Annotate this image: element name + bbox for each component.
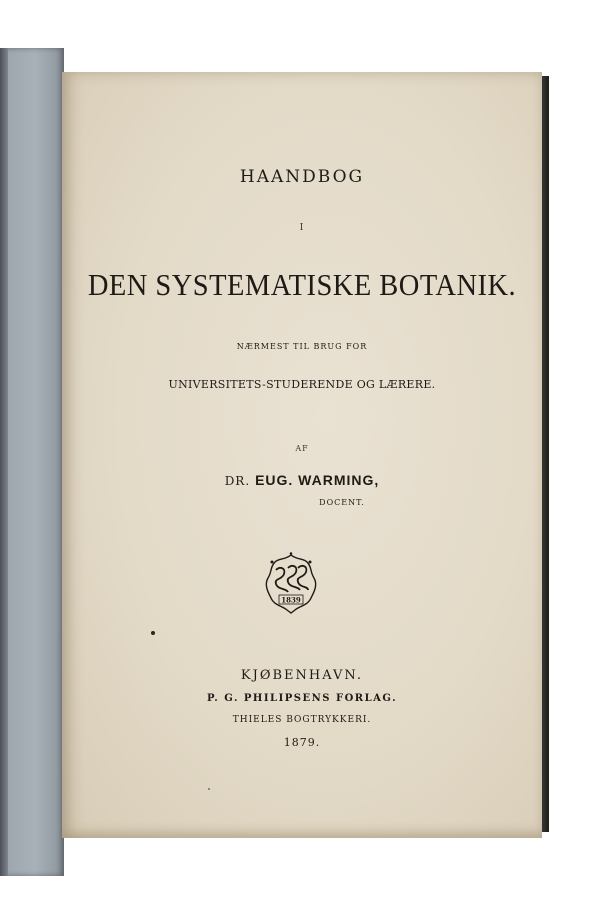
- subtitle-1: NÆRMEST TIL BRUG FOR: [236, 342, 368, 351]
- book-edge-right: [541, 76, 549, 832]
- printer: THIELES BOGTRYKKERI.: [232, 715, 372, 725]
- title-conjunction: I: [299, 223, 305, 233]
- ink-spot: [151, 631, 155, 635]
- ink-spot: [208, 788, 210, 790]
- by-label: AF: [295, 444, 309, 453]
- author-position: DOCENT.: [319, 498, 365, 507]
- subtitle-2: UNIVERSITETS-STUDERENDE OG LÆRERE.: [168, 378, 436, 391]
- city: KJØBENHAVN.: [240, 668, 364, 683]
- main-title: DEN SYSTEMATISKE BOTANIK.: [87, 267, 517, 302]
- title-page: [62, 72, 542, 838]
- author: [62, 472, 542, 488]
- publisher-emblem-icon: [262, 552, 320, 616]
- author-prefix: DR.: [224, 474, 251, 488]
- book-cover-left: [0, 48, 64, 876]
- publisher: P. G. PHILIPSENS FORLAG.: [206, 693, 398, 704]
- emblem-year: 1839: [281, 595, 301, 605]
- title-line-1: HAANDBOG: [239, 167, 365, 187]
- author-name: EUG. WARMING,: [255, 472, 380, 488]
- publication-year: 1879.: [283, 736, 321, 749]
